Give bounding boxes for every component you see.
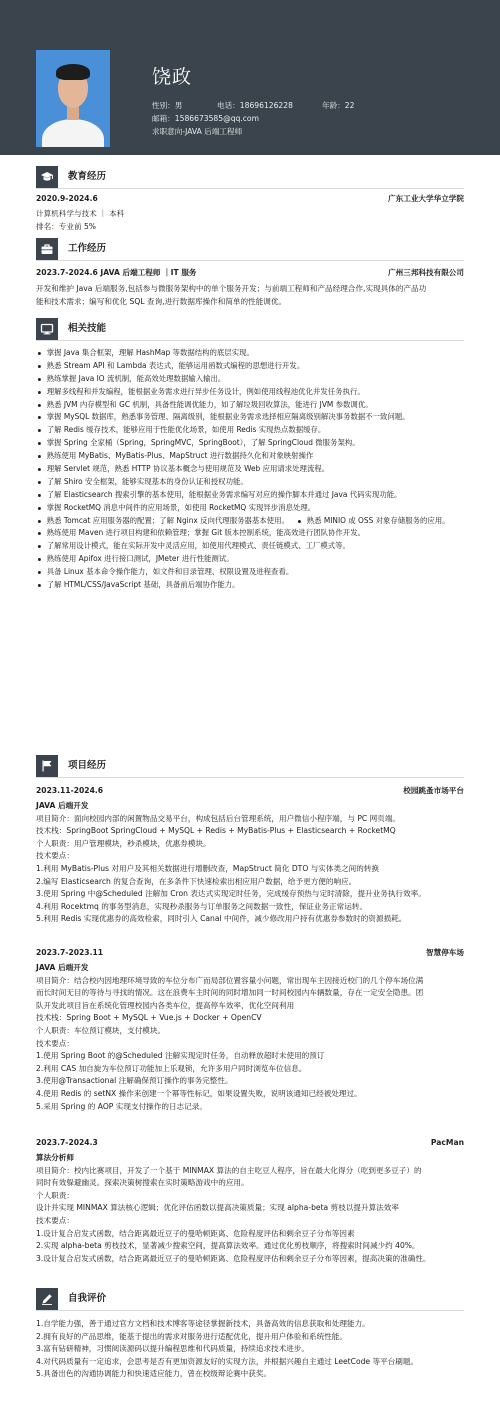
self-badge [36, 1288, 58, 1310]
section-divider [36, 260, 464, 261]
flag-icon [40, 759, 54, 773]
project-row [36, 785, 464, 798]
skill-item: 掌握 RocketMQ 消息中间件的应用场景，如使用 RocketMQ 实现异步消息处理。 [36, 502, 315, 515]
skill-item: 熟悉 MINIO 或 OSS 对象存储服务的应用。 [296, 515, 450, 528]
project-row [36, 1137, 464, 1150]
project-details [36, 1152, 464, 1265]
project-line: 项目简介：面向校园内部的闲置物品交易平台，构成包括后台管理系统，用户微信小程序端，与 PC 网页端。 [36, 813, 401, 823]
project-line: 个人职责： [36, 1190, 74, 1200]
project-line: 3.使用 Spring 中@Scheduled 注解加 Cron 表达式实现定时任务，完成缓存预热与定时清除，提升业务执行效率。 [36, 889, 426, 899]
age-info: 年龄：22 [322, 101, 355, 110]
major-degree: 计算机科学与技术 ｜ 本科 [36, 209, 125, 218]
self-evaluation-line: 4.对代码质量有一定追求，会思考是否有更加资源友好的实现方法，并根据兴趣自主通过 LeetCode 等平台刷题。 [36, 1356, 419, 1366]
skill-item: 熟悉 JVM 内存模型和 GC 机制，具备性能调优能力，如了解垃圾回收算法，能进行 JVM 参数调优。 [36, 399, 373, 412]
project-role: JAVA 后端开发 [36, 963, 89, 972]
project-line: 2.利用 CAS 加自旋为车位预订功能加上乐观锁，允许多用户同时浏览车位信息。 [36, 1063, 307, 1073]
skill-item: 熟练掌握 Java IO 流机制，能高效处理数据输入输出。 [36, 373, 225, 386]
skill-item: 熟练使用 Maven 进行项目构建和依赖管理；掌握 Git 版本控制系统，能高效进行团队协作开发。 [36, 527, 365, 540]
resume-header [0, 0, 500, 155]
project-line: 3.设计复合启发式函数，结合距离最近豆子的曼哈顿距离、危险程度评估和剩余豆子分布等因素，提高决策的准确性。 [36, 1253, 431, 1263]
skill-item: 了解 HTML/CSS/JavaScript 基础，具备前后端协作能力。 [36, 579, 240, 592]
skill-item: 具备 Linux 基本命令操作能力，如文件和目录管理、权限设置及进程查看。 [36, 566, 293, 579]
skill-item: 了解常用设计模式，能在实际开发中灵活应用，如使用代理模式、责任链模式、工厂模式等。 [36, 540, 350, 553]
project-line: 同时有效躲避幽灵。探索决策树搜索在实时策略游戏中的应用。 [36, 1178, 249, 1188]
project-line: 技术栈：Spring Boot + MySQL + Vue.js + Docker + OpenCV [36, 1013, 262, 1023]
project-line: 4.使用 Redis 的 setNX 操作来创建一个幂等性标记，如果设置失败，说明该通知已经被处理过。 [36, 1088, 362, 1098]
section-divider [36, 777, 464, 778]
work-line: 开发和维护 Java 后端服务,包括参与微服务架构中的单个服务开发；与前端工程师和产品经理合作,实现具体的产品功 [36, 284, 427, 293]
section-skills [36, 318, 464, 340]
skill-item: 掌握 MySQL 数据库，熟悉事务管理、隔离级别，能根据业务需求选择相应隔离级别解决事务数据不一致问题。 [36, 411, 410, 424]
self-evaluation-line: 5.具备出色的沟通协调能力和快速适应能力，曾在校级辩论赛中获奖。 [36, 1369, 272, 1379]
job-intent: 求职意向-JAVA 后端工程师 [152, 127, 243, 136]
phone-info: 电话：18696126228 [217, 101, 293, 110]
section-projects [36, 755, 464, 777]
skill-item: 了解 Elasticsearch 搜索引擎的基本使用，能根据业务需求编写对应的操作脚本并通过 Java 代码实现功能。 [36, 489, 402, 502]
project-line: 5.采用 Spring 的 AOP 实现支付操作的日志记录。 [36, 1101, 207, 1111]
project-period: 2023.7-2024.3 [36, 1138, 98, 1147]
section-divider [36, 340, 464, 341]
briefcase-icon [40, 242, 54, 256]
work-row [36, 267, 464, 280]
projects-title: 项目经历 [68, 760, 107, 771]
education-title: 教育经历 [68, 171, 107, 182]
skill-item: 熟练使用 MyBatis、MyBatis-Plus、MapStruct 进行数据持久化和对象映射操作 [36, 450, 313, 463]
project-line: 4.利用 Rocektmq 的事务型消息，实现秒杀服务与订单服务之间数据一致性，保证业务正常运转。 [36, 901, 368, 911]
work-description [36, 283, 464, 308]
project-line: 1.设计复合启发式函数，结合距离最近豆子的曼哈顿距离、危险程度评估和剩余豆子分布等因素 [36, 1228, 355, 1238]
candidate-name: 饶政 [152, 66, 193, 88]
avatar-hair [56, 64, 90, 80]
education-details [36, 208, 464, 233]
work-title: 工作经历 [68, 243, 107, 254]
project-line: 而长时间无目的等待与寻找的情况。这在浪费车主时间的同时增加同一时间校园内车辆数量，存在一定安全隐患。团 [36, 988, 424, 998]
self-evaluation-line: 1.自学能力强，善于通过官方文档和技术博客等途径掌握新技术，具备高效的信息获取和处理能力。 [36, 1319, 370, 1328]
skill-item: 了解 Redis 缓存技术，能够应用于性能优化场景，如使用 Redis 实现热点数据缓存。 [36, 424, 325, 437]
self-evaluation-line: 3.富有钻研精神，习惯阅读源码以提升编程思维和代码质量，持续追求技术进步。 [36, 1344, 310, 1354]
self-evaluation-line: 2.拥有良好的产品思维，能基于提出的需求对服务进行适配优化，提升用户体验和系统性能。 [36, 1331, 347, 1341]
monitor-icon [40, 322, 54, 336]
skills-badge [36, 318, 58, 340]
project-lines [36, 813, 464, 926]
project-line: 项目简介：校内比赛项目，开发了一个基于 MINMAX 算法的自主吃豆人程序，旨在最大化得分（吃到更多豆子）的 [36, 1165, 422, 1175]
project-lines [36, 1165, 464, 1266]
school-name: 广东工业大学华立学院 [388, 194, 464, 203]
section-divider [36, 188, 464, 189]
project-line: 1.利用 MyBatis-Plus 对用户及其相关数据进行增删改查，MapStruct 简化 DTO 与实体类之间的转换 [36, 863, 380, 873]
project-period: 2023.7-2023.11 [36, 948, 104, 957]
project-line: 5.利用 Redis 实现优惠券的高效检索，同时引入 Canal 中间件，减少修改用户持有优惠券参数时的资源损耗。 [36, 914, 407, 924]
skills-title: 相关技能 [68, 323, 107, 334]
project-line: 3.使用@Transactional 注解确保预订操作的事务完整性。 [36, 1076, 233, 1086]
section-work [36, 238, 464, 260]
avatar [36, 50, 110, 147]
project-line: 2.编写 Elasticsearch 的复合查询，在多条件下快速检索出相应用户数据，给予更方便的响应。 [36, 876, 357, 886]
section-divider [36, 1310, 464, 1311]
projects-badge [36, 755, 58, 777]
section-self-evaluation [36, 1288, 464, 1310]
skills-list [36, 347, 464, 592]
project-line: 技术栈：SpringBoot SpringCloud + MySQL + Redis + MyBatis-Plus + Elasticsearch + RocketMQ [36, 826, 396, 836]
skill-item: 熟悉 Stream API 和 Lambda 表达式，能够运用函数式编程的思想进行开发。 [36, 360, 304, 373]
project-role: JAVA 后端开发 [36, 801, 89, 810]
project-details [36, 962, 464, 1113]
education-row [36, 193, 464, 206]
project-line: 队开发此项目旨在系统化管理校园内各类车位，提高停车效率，优化空间利用 [36, 1000, 295, 1010]
skill-item: 理解 Servlet 规范，熟悉 HTTP 协议基本概念与使用规范及 Web 应用请求处理流程。 [36, 463, 329, 476]
work-badge [36, 238, 58, 260]
education-period: 2020.9-2024.6 [36, 194, 98, 203]
section-education [36, 166, 464, 188]
skill-item: 理解多线程和并发编程，能根据业务需求进行异步任务设计，例如使用线程池优化并发任务执行。 [36, 386, 365, 399]
avatar-shirt [42, 119, 104, 147]
project-name: 校园跳蚤市场平台 [403, 786, 464, 795]
project-line: 设计并实现 MINMAX 算法核心逻辑；优化评估函数以提高决策质量；实现 alpha-beta 剪枝以提升算法效率 [36, 1203, 399, 1213]
work-line: 能和技术需求；编写和优化 SQL 查询,进行数据库操作和简单的性能调优。 [36, 296, 287, 306]
project-line: 1.使用 Spring Boot 的@Scheduled 注解实现定时任务，自动释放超时未使用的预订 [36, 1051, 325, 1061]
skill-item: 熟悉 Tomcat 应用服务器的配置；了解 Nginx 反向代理服务器基本使用。 [36, 515, 289, 528]
pen-icon [40, 1292, 54, 1306]
work-heading: 2023.7-2024.6 JAVA 后端工程师 ｜IT 服务 [36, 268, 197, 277]
project-lines [36, 975, 464, 1114]
project-name: PacMan [430, 1138, 464, 1147]
self-evaluation-lines [36, 1318, 464, 1381]
skill-item: 掌握 Spring 全家桶（Spring，SpringMVC，SpringBoot），了解 SpringCloud 微服务架构。 [36, 437, 360, 450]
project-name: 智慧停车场 [426, 948, 464, 957]
project-line: 项目简介：结合校内因地理环境导致的车位分布广而局部位置容量小问题，常出现车主因接近校门的几个停车场位满 [36, 975, 424, 985]
gender-info: 性别：男 [152, 101, 183, 110]
education-badge [36, 166, 58, 188]
project-line: 技术要点： [36, 851, 74, 861]
project-line: 技术要点： [36, 1038, 74, 1048]
project-row [36, 947, 464, 960]
project-line: 2.实现 alpha-beta 剪枝技术，显著减少搜索空间，提高算法效率。通过优化剪枝顺序，将搜索时间减少约 40%。 [36, 1241, 420, 1251]
project-line: 技术要点： [36, 1215, 74, 1225]
skill-item: 熟练使用 Apifox 进行接口测试，JMeter 进行性能测试。 [36, 553, 234, 566]
self-title: 自我评价 [68, 1293, 107, 1304]
email-info: 邮箱：1586673585@qq.com [152, 114, 259, 123]
project-role: 算法分析师 [36, 1153, 74, 1162]
class-rank: 排名：专业前 5% [36, 221, 97, 231]
project-period: 2023.11-2024.6 [36, 786, 104, 795]
skill-item: 了解 Shiro 安全框架，能够实现基本的身份认证和授权功能。 [36, 476, 248, 489]
project-line: 个人职责：用户管理模块，秒杀模块，优惠券模块。 [36, 838, 211, 848]
company-name: 广州三邦科技有限公司 [388, 268, 464, 277]
avatar-neck [67, 106, 79, 120]
skills-list-wrap [36, 347, 464, 592]
graduation-cap-icon [40, 170, 54, 184]
project-line: 个人职责：车位预订模块，支付模块。 [36, 1025, 166, 1035]
skill-item: 掌握 Java 集合框架，理解 HashMap 等数据结构的底层实现。 [36, 347, 254, 360]
project-details [36, 800, 464, 926]
